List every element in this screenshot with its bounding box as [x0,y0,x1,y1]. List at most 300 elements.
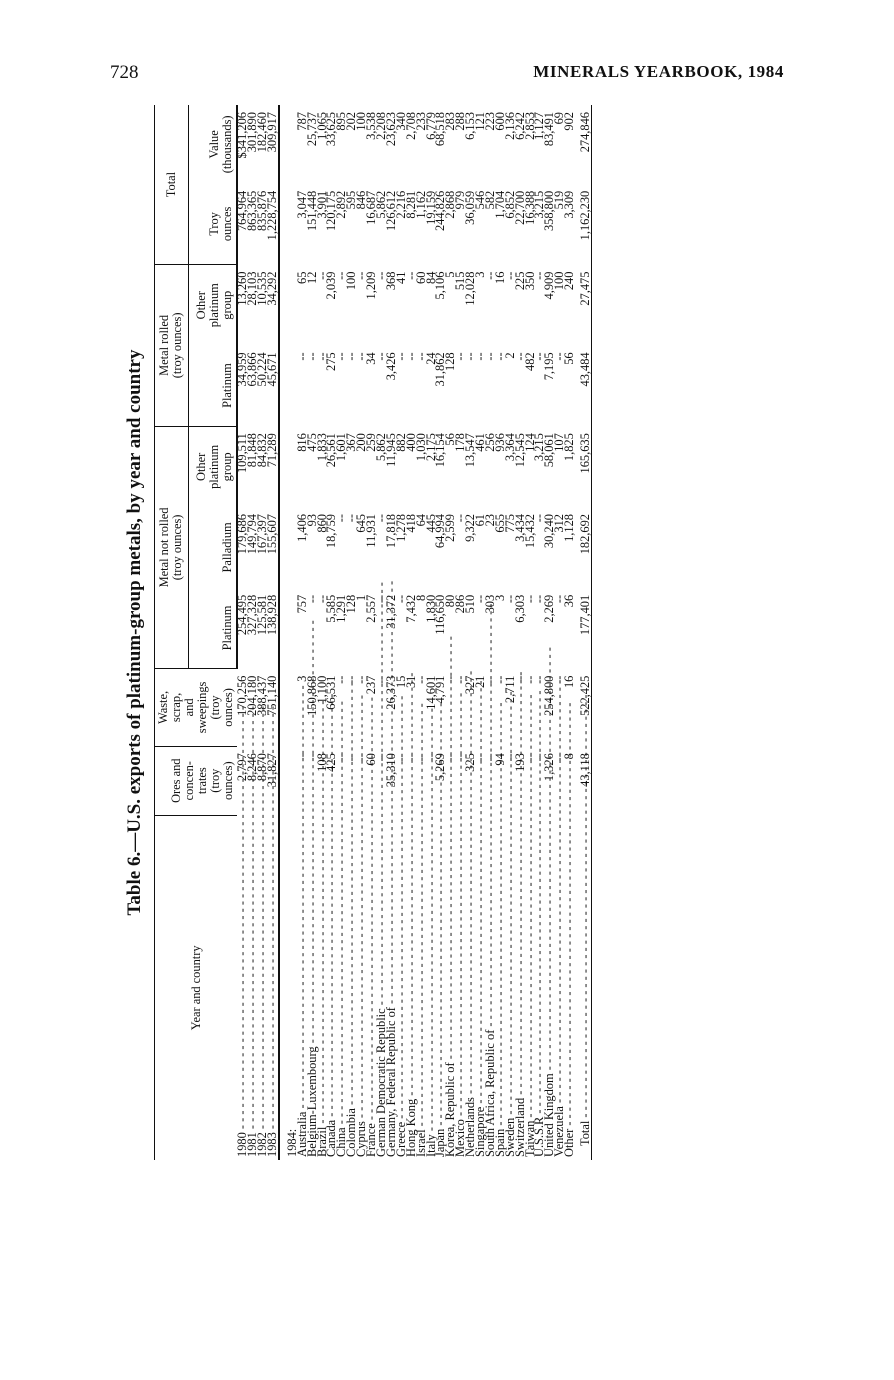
row-label-text: Canada - - - [327,818,337,1157]
cell-nr-other: 56 [443,433,458,446]
cell-value: 23,623 [383,112,398,147]
cell-waste: -- [492,675,507,684]
cell-r-pt: -- [314,352,329,361]
cell-nr-pd: 17,818 [383,514,398,549]
cell-nr-pd: 312 [552,514,567,533]
row-label-text: Italy - - - [427,818,437,1157]
cell-ores: -- [413,753,428,762]
row-label [264,815,279,1160]
row-label-text: Belgium-Luxembourg - - - [308,818,318,1157]
cell-nr-pt: 36 [562,594,577,608]
cell-nr-pt: 1,291 [334,594,349,623]
cell-value: 309,917 [268,105,279,184]
row-label [575,815,591,1160]
cell-nr-other: 400 [403,433,418,452]
cell-nr-pd: 1,128 [562,514,577,542]
total-row [575,105,591,1160]
cell-nr-pd: 1,278 [393,514,408,542]
header-nr-other: Other platinum group [188,426,237,507]
cell-nr-other: 936 [492,433,507,452]
cell-value: 2,136 [502,112,517,140]
cell-ores: 60 [364,753,379,766]
cell-nr-other: 81,848 [245,433,259,468]
cell-waste: -- [354,675,369,684]
table-title: Table 6.—U.S. exports of platinum-group metals, by year and country [124,349,145,916]
header-r-other: Other platinum group [188,265,237,346]
cell-value: 6,779 [423,112,438,140]
cell-nr-other: 178 [453,433,468,452]
running-head: MINERALS YEARBOOK, 1984 [533,62,784,81]
row-label-text: Taiwan - - - [526,818,536,1157]
cell-ores: 8,870 [254,753,269,782]
cell-troy: 6,852 [502,190,517,219]
row-label-text: Hong Kong - - - [407,818,417,1157]
cell-r-pt: 34,959 [235,352,250,387]
cell-troy: 1,162 [413,190,428,219]
cell-r-other: 60 [413,271,428,284]
row-label-text: Greece - - - [397,818,407,1157]
cell-nr-other: 107 [552,433,567,452]
cell-ores: -- [443,753,458,762]
cell-troy: 3,047 [294,190,309,219]
cell-value: 340 [393,112,408,131]
cell-nr-pd: 179,686 [235,514,250,555]
cell-ores: -- [294,753,309,762]
cell-nr-pd: 182,692 [575,507,591,588]
cell-waste: 31 [403,675,418,689]
cell-r-other: -- [502,271,517,280]
cell-nr-other: 259 [364,433,379,452]
cell-r-other: 5,106 [433,271,448,300]
cell-waste: 254,800 [542,675,557,716]
cell-r-pt: 56 [562,352,577,365]
cell-ores: 193 [512,753,527,772]
cell-nr-pt: 31,372 [383,594,398,629]
cell-troy: 582 [482,190,497,210]
cell-nr-other: 816 [294,433,309,452]
cell-nr-pd: 149,794 [245,514,259,555]
cell-r-pt: -- [512,352,527,361]
cell-value: 182,460 [254,112,269,153]
row-label-text: Venezuela - - - [555,818,565,1157]
row-label-text: 1980 - - - [238,818,248,1157]
cell-r-other: -- [334,271,349,280]
cell-troy: 16,388 [522,190,537,225]
cell-nr-pt: -- [522,594,537,604]
cell-r-pt: 50,224 [254,352,269,387]
cell-nr-pt: 138,928 [268,588,279,669]
cell-nr-pd: 655 [492,514,507,533]
row-label [562,815,577,1160]
cell-r-pt: -- [413,352,428,361]
cell-r-other: 65 [294,271,309,284]
cell-r-other: -- [373,271,388,280]
cell-nr-other: 5,862 [373,433,388,462]
cell-r-pt: -- [393,352,408,361]
cell-r-pt: 45,671 [268,345,279,426]
cell-value: 1,065 [314,112,329,140]
cell-nr-pd: 11,931 [364,514,379,548]
cell-waste: -- [532,675,547,684]
cell-ores: -- [473,753,488,762]
cell-r-pt: -- [354,352,369,361]
cell-r-other: 240 [562,271,577,291]
cell-troy: 835,876 [254,190,269,232]
page-number: 728 [110,62,139,83]
cell-troy: 120,175 [324,190,339,232]
cell-r-pt: -- [552,352,567,361]
cell-nr-other: 2,175 [423,433,438,462]
cell-value: $341,206 [235,112,250,159]
row-label-text: Colombia - - - [347,818,357,1157]
cell-value: 283 [443,112,458,131]
year-1984-label: 1984: [284,1128,299,1157]
cell-r-pt: -- [532,352,547,361]
cell-troy: 36,059 [463,190,478,225]
cell-r-other: -- [314,271,329,280]
cell-nr-pd: 18,759 [324,514,339,549]
cell-nr-other: 13,547 [463,433,478,468]
cell-troy: 1,704 [492,190,507,219]
cell-r-pt: -- [344,352,359,361]
cell-r-pt: -- [463,352,478,361]
cell-troy: 3,901 [314,190,329,219]
cell-ores: -- [304,753,319,762]
cell-ores: 425 [324,753,339,772]
cell-value: 69 [552,112,567,125]
cell-troy: 358,800 [542,190,557,232]
row-label-text: Netherlands - - - [466,818,476,1157]
cell-waste: -- [482,675,497,684]
cell-r-other: 12 [304,271,319,284]
cell-r-pt: 7,195 [542,352,557,381]
cell-waste: -- [512,675,527,684]
cell-nr-pd: 155,607 [268,507,279,588]
cell-ores: 2,797 [234,753,249,782]
cell-nr-other: 11,945 [383,433,398,467]
row-label-text: Sweden - - - [506,818,516,1157]
cell-value: 2,708 [403,112,418,140]
cell-nr-other: 256 [482,433,497,452]
cell-nr-pt: 177,401 [575,588,591,669]
cell-ores: -- [552,753,567,762]
cell-troy: 8,281 [403,190,418,219]
cell-r-pt: 128 [443,352,458,371]
cell-troy: 22,700 [512,190,527,225]
cell-nr-other: 1,833 [314,433,329,462]
row-label-text: Germany, Federal Republic of - - - [387,818,397,1157]
cell-nr-other: 475 [304,433,319,452]
cell-nr-pt: -- [552,594,567,604]
cell-nr-pd: -- [373,514,388,523]
cell-ores: 108 [314,753,329,772]
cell-waste: 237 [364,675,379,695]
cell-value: 25,737 [304,112,319,147]
cell-nr-pt: 128 [344,594,359,614]
cell-r-pt: 24 [423,352,438,365]
cell-r-other: 13,260 [235,271,250,306]
cell-r-pt: -- [294,352,309,361]
cell-nr-other: 200 [354,433,369,452]
row-label-text: Other - - - [565,818,575,1157]
cell-r-pt: 3,426 [383,352,398,381]
header-nr-platinum: Platinum [188,588,237,669]
cell-r-other: 5 [443,271,458,278]
cell-waste: 327 [463,675,478,695]
cell-nr-other: 1,825 [562,433,577,462]
table-body [234,105,593,1160]
row-label-text: Australia - - - [298,818,308,1157]
cell-troy: 3,309 [562,190,577,219]
cell-nr-pt: 2,557 [364,594,379,623]
cell-nr-pd: 3,434 [512,514,527,542]
header-year-country: Year and country [155,815,238,1160]
cell-r-pt: 43,484 [575,345,591,426]
cell-r-other: -- [403,271,418,280]
cell-waste: -- [373,675,388,684]
cell-nr-pd: 30,240 [542,514,557,549]
cell-waste: 150,868 [304,675,319,716]
header-metal-rolled: Metal rolled (troy ounces) [155,265,189,427]
cell-nr-other: 16,154 [433,433,448,468]
cell-waste: -- [453,675,468,684]
cell-r-pt: 63,866 [245,352,259,387]
cell-nr-pt: 286 [453,594,468,614]
cell-nr-other: 109,511 [235,433,250,474]
cell-nr-other: 1,601 [334,433,349,462]
cell-waste: -- [552,675,567,684]
cell-nr-pt: 80 [443,594,458,608]
cell-r-other: -- [354,271,369,280]
cell-nr-pt: 125,581 [254,594,269,636]
cell-r-pt: -- [403,352,418,361]
cell-ores: -- [453,753,468,762]
row-label-text: Japan - - - [436,818,446,1157]
cell-troy: 979 [453,190,468,210]
cell-r-pt: 2 [502,352,517,359]
cell-value: 202 [344,112,359,131]
cell-troy: 519 [552,190,567,210]
cell-nr-pd: 1,406 [294,514,309,542]
cell-ores: -- [423,753,438,762]
cell-nr-pt: -- [304,594,319,604]
cell-nr-other: 3,364 [502,433,517,462]
cell-r-other: 4,909 [542,271,557,300]
cell-waste: 4,791 [433,675,448,704]
exports-table [154,105,592,1160]
cell-troy: 19,159 [423,190,438,225]
cell-nr-pt: 303 [482,594,497,614]
cell-waste: 3 [294,675,309,682]
cell-troy: 1,162,230 [575,184,591,265]
cell-nr-pt: 8 [413,594,428,602]
cell-value: 100 [354,112,369,131]
cell-troy: 126,612 [383,190,398,232]
cell-value: 68,518 [433,112,448,147]
header-value: Value (thousands) [188,105,237,184]
row-label-text: Cyprus - - - [357,818,367,1157]
cell-troy: 5,862 [373,190,388,219]
cell-ores: 8 [562,753,577,760]
cell-waste: 14,601 [423,675,438,710]
row-label-text: France - - - [367,818,377,1157]
cell-nr-pd: 418 [403,514,418,533]
cell-waste: 15 [393,675,408,689]
row-label-text: Brazil - - - [318,818,328,1157]
cell-value: 6,242 [512,112,527,140]
cell-r-other: 10,535 [254,271,269,306]
cell-r-pt: 34 [364,352,379,365]
row-label-text: China - - - [337,818,347,1157]
cell-troy: 151,448 [304,190,319,232]
cell-nr-pt: -- [393,594,408,604]
cell-value: 1,127 [532,112,547,140]
cell-nr-other: 124 [522,433,537,452]
cell-ores: 35,310 [383,753,398,788]
cell-value: 301,890 [245,112,259,153]
cell-nr-other: 461 [473,433,488,452]
cell-nr-pd: 775 [502,514,517,533]
cell-nr-pd: 93 [304,514,319,527]
cell-waste: 170,256 [234,675,249,716]
cell-nr-pd: 64,994 [433,514,448,549]
cell-r-other: 84 [423,271,438,284]
cell-r-other: 350 [522,271,537,291]
cell-waste: 2,711 [502,675,517,704]
cell-ores: -- [334,753,349,762]
rotated-table-block [120,105,720,1160]
cell-waste: 21 [473,675,488,689]
row-label-text: Korea, Republic of - - - [446,818,456,1157]
cell-value: 787 [294,112,309,131]
cell-waste: -- [443,675,458,684]
cell-value: 288 [453,112,468,131]
cell-nr-pd: 645 [354,514,369,533]
row-label-text: South Africa, Republic of - - - [486,818,496,1157]
cell-r-other: 12,028 [463,271,478,306]
cell-troy: 1,228,754 [268,184,279,265]
cell-nr-pd: -- [344,514,359,523]
cell-nr-pd: 2,599 [443,514,458,542]
cell-nr-pd: -- [532,514,547,523]
cell-nr-pt: 116,650 [433,594,448,635]
cell-nr-other: 12,545 [512,433,527,468]
country-row [565,105,575,1160]
cell-nr-pt: 1,830 [423,594,438,623]
cell-value: 33,625 [324,112,339,147]
cell-troy: 2,868 [443,190,458,219]
cell-ores: 325 [463,753,478,772]
cell-value: 83,491 [542,112,557,147]
cell-nr-pd: 61 [473,514,488,527]
cell-troy: 846 [354,190,369,210]
row-label-text: U.S.S.R - - - [535,818,545,1157]
cell-r-other: 100 [552,271,567,291]
cell-r-other: 3 [473,271,488,278]
cell-ores: -- [403,753,418,762]
cell-r-other: 34,292 [268,265,279,346]
row-label-text: German Democratic Republic - - - [377,818,387,1157]
cell-waste: -- [413,675,428,684]
cell-ores: -- [393,753,408,762]
cell-nr-pt: -- [314,594,329,604]
cell-ores: 8,246 [245,753,259,782]
cell-value: 2,208 [373,112,388,140]
cell-value: 3,538 [364,112,379,140]
cell-ores: 43,118 [575,746,591,815]
cell-nr-other: 165,635 [575,426,591,507]
cell-nr-pd: 167,397 [254,514,269,555]
cell-nr-other: 1,030 [413,433,428,462]
cell-nr-pt: 3 [492,594,507,602]
cell-ores: -- [373,753,388,762]
header-metal-not-rolled: Metal not rolled (troy ounces) [155,426,189,668]
cell-nr-other: 882 [393,433,408,452]
cell-waste: 388,437 [254,675,269,716]
cell-troy: 863,365 [245,190,259,232]
cell-value: 600 [492,112,507,131]
cell-nr-pt: 1 [354,594,369,602]
cell-nr-pd: 9,322 [463,514,478,542]
cell-value: 121 [473,112,488,131]
cell-ores: 1,326 [542,753,557,782]
cell-nr-pt: 7,432 [403,594,418,623]
cell-nr-pd: -- [453,514,468,523]
cell-value: 6,153 [463,112,478,140]
cell-nr-pd: 23 [482,514,497,527]
row-label-text: Switzerland - - - [516,818,526,1157]
year-row [268,105,279,1160]
cell-waste: 751,140 [268,669,279,747]
row-label-text: 1981 - - - [248,818,258,1157]
row-label-text: 1982 - - - [258,818,268,1157]
header-total-group: Total [155,105,189,265]
cell-r-pt: -- [334,352,349,361]
cell-nr-pt: 6,303 [512,594,527,623]
cell-troy: 2,216 [393,190,408,219]
header-nr-palladium: Palladium [188,507,237,588]
cell-r-other: 41 [393,271,408,284]
cell-troy: 595 [344,190,359,210]
cell-ores: -- [344,753,359,762]
cell-ores: -- [532,753,547,762]
cell-r-pt: 482 [522,352,537,371]
cell-waste: 522,425 [575,669,591,747]
cell-waste: 204,180 [245,675,259,716]
cell-nr-other: 3,215 [532,433,547,462]
cell-r-other: 515 [453,271,468,291]
header-ores: Ores and concen- trates (troy ounces) [155,746,238,815]
cell-r-other: 368 [383,271,398,291]
cell-r-pt: -- [492,352,507,361]
row-label-text: Spain - - - [496,818,506,1157]
cell-nr-pt: 757 [294,594,309,614]
cell-troy: 3,215 [532,190,547,219]
cell-r-pt: -- [473,352,488,361]
cell-ores: -- [502,753,517,762]
cell-value: 223 [482,112,497,131]
cell-value: 895 [334,112,349,131]
cell-ores: -- [354,753,369,762]
cell-ores: 94 [492,753,507,766]
cell-r-other: -- [532,271,547,280]
cell-r-pt: -- [373,352,388,361]
cell-waste: 66,531 [324,675,339,710]
cell-ores: 31,827 [268,746,279,815]
row-label-text: Mexico - - - [456,818,466,1157]
cell-r-other: 1,209 [364,271,379,300]
cell-waste: 1,100 [314,675,329,704]
